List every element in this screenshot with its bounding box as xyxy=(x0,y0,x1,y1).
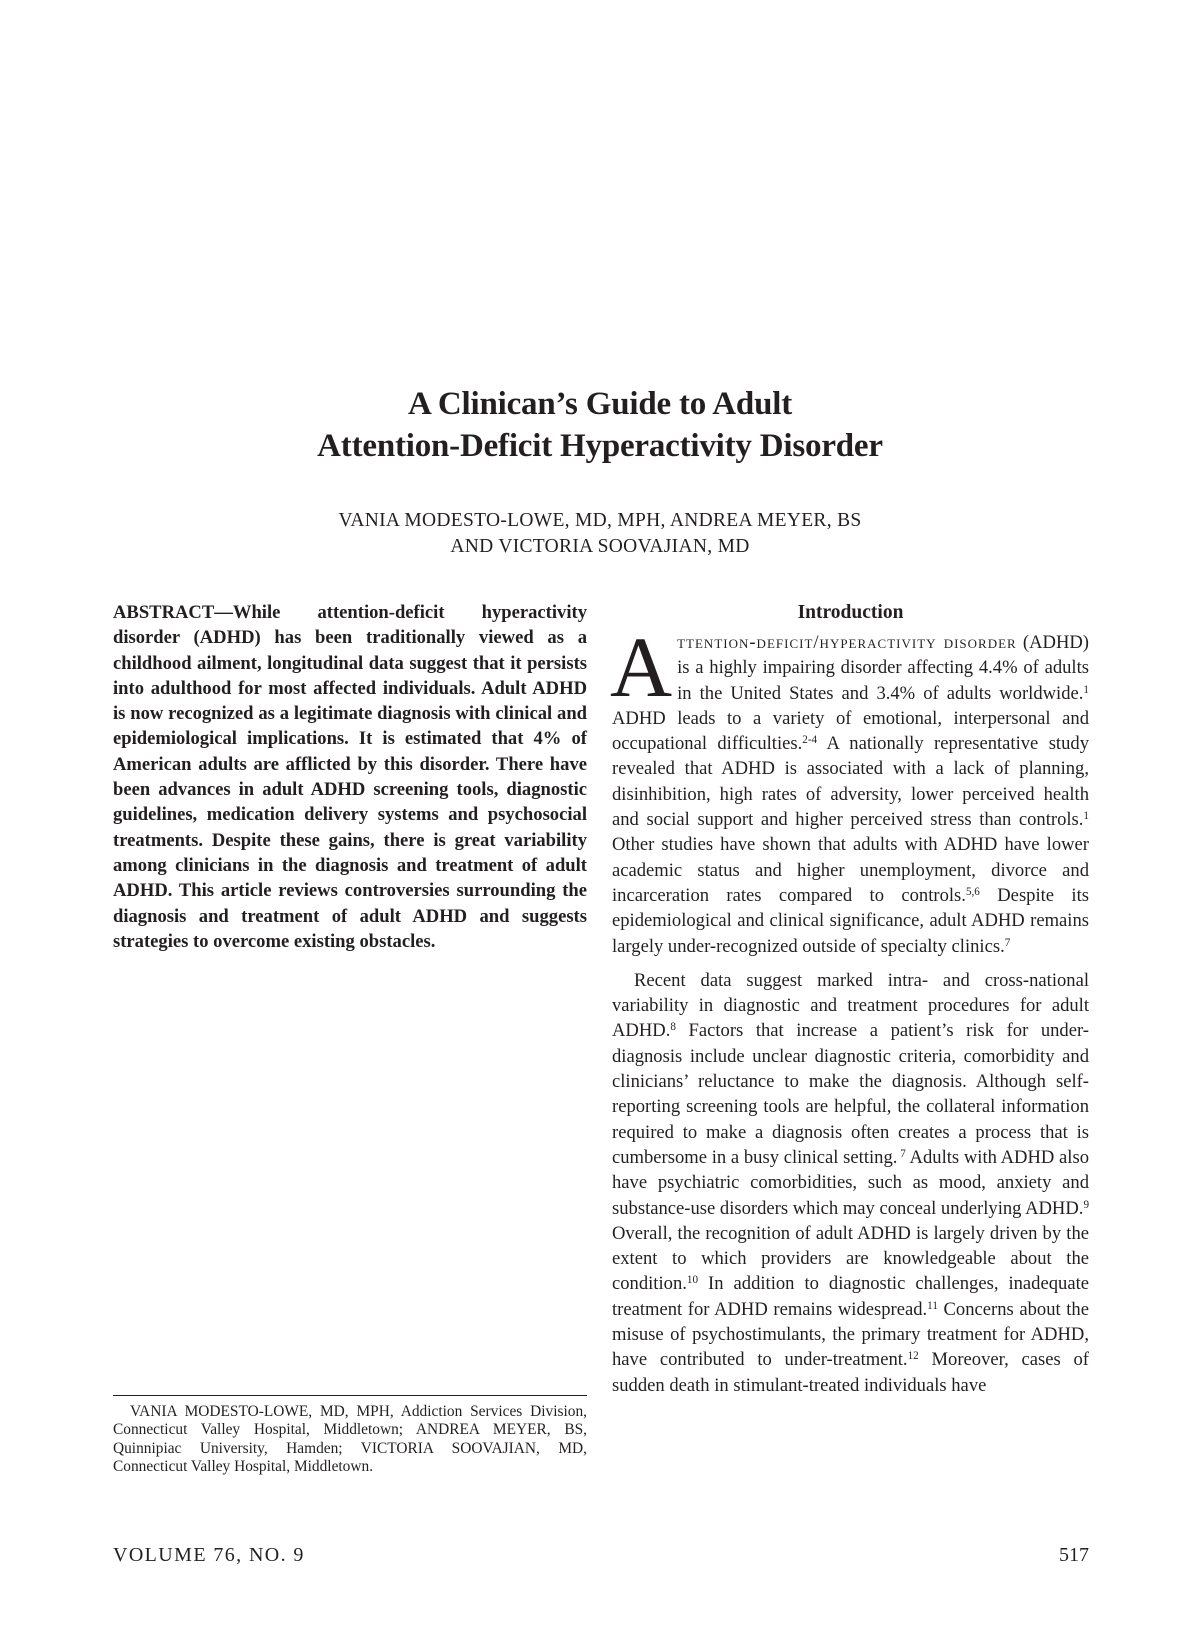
drop-cap: A xyxy=(610,619,673,715)
intro-paragraph-1 xyxy=(610,619,1090,959)
body-text: Concerns about the misuse of psychostimulants, the primary treatment for ADHD, have contributed to under-treatment. xyxy=(612,1298,1089,1371)
body-text: Overall, the recognition of adult ADHD is largely driven by the extent to which providers are knowledgeable about the condition. xyxy=(612,1222,1089,1295)
citation: 2-4 xyxy=(802,734,818,747)
citation: 1 xyxy=(1083,809,1089,822)
footnote-divider xyxy=(113,1395,587,1396)
citation: 9 xyxy=(1083,1198,1090,1211)
author-affiliations: VANIA MODESTO-LOWE, MD, MPH, Addiction Services Division, Connecticut Valley Hospital, Middletown; ANDREA MEYER, BS, Quinnipiac University, Hamden; VICTORIA SOOVAJIAN, MD, Connecticut Valley Hospital, Middletown. xyxy=(113,1403,587,1476)
body-text: Recent data suggest marked intra- and cross-national variability in diagnostic and treatment procedures for adult ADHD. xyxy=(612,969,1089,1042)
title-line-1: A Clinican’s Guide to Adult xyxy=(408,386,792,422)
body-text: Moreover, cases of sudden death in stimulant-treated individuals have xyxy=(612,1349,1089,1396)
citation: 12 xyxy=(907,1350,919,1363)
body-text: Despite its epidemiological and clinical significance, adult ADHD remains largely under-recognized outside of specialty clinics. xyxy=(612,884,1089,957)
section-heading: Introduction xyxy=(797,602,904,623)
citation: 10 xyxy=(686,1274,699,1287)
page-number: 517 xyxy=(1059,1544,1089,1566)
citation: 5,6 xyxy=(965,885,980,898)
article-title xyxy=(0,383,1200,467)
introduction-section xyxy=(612,600,1089,1398)
authors-line-1: VANIA MODESTO-LOWE, MD, MPH, ANDREA MEYER, BS xyxy=(338,510,862,531)
smallcaps-lead: ttention-deficit/hyperactivity disorder xyxy=(677,632,1017,653)
citation: 8 xyxy=(670,1021,676,1034)
authors-line-2: AND VICTORIA SOOVAJIAN, MD xyxy=(450,536,750,557)
body-text: Factors that increase a patient’s risk for under-diagnosis include unclear diagnostic criteria, comorbidity and clinicians’ reluctance to make the diagnosis. Although self-reporting screening tools are helpful, the collateral information required to make a diagnosis often creates a process that is cumbersome in a busy clinical setting. xyxy=(612,1020,1089,1168)
body-text: ADHD leads to a variety of emotional, interpersonal and occupational difficulties. xyxy=(612,707,1089,755)
citation: 11 xyxy=(927,1299,938,1312)
author-list xyxy=(0,508,1200,560)
body-text: A nationally representative study revealed that ADHD is associated with a lack of planning, disinhibition, high rates of adversity, lower perceived health and social support and higher perceived stress than controls. xyxy=(612,733,1089,831)
intro-paragraph-2 xyxy=(612,968,1089,1398)
citation: 7 xyxy=(897,1147,906,1160)
volume-issue: VOLUME 76, NO. 9 xyxy=(113,1544,305,1566)
title-line-2: Attention-Deficit Hyperactivity Disorder xyxy=(317,428,883,464)
body-text: In addition to diagnostic challenges, inadequate treatment for ADHD remains widespread. xyxy=(612,1273,1089,1320)
body-text: (ADHD) is a highly impairing disorder affecting 4.4% of adults in the United States and 3.4% of adults worldwide. xyxy=(677,632,1090,704)
body-text: Other studies have shown that adults with ADHD have lower academic status and higher unemployment, divorce and incarceration rates compared to controls. xyxy=(612,834,1089,906)
abstract: ABSTRACT—While attention-deficit hyperactivity disorder (ADHD) has been traditionally viewed as a childhood ailment, longitudinal data suggest that it persists into adulthood for most affected individuals. Adult ADHD is now recognized as a legitimate diagnosis with clinical and epidemiological implications. It is estimated that 4% of American adults are afflicted by this disorder. There have been advances in adult ADHD screening tools, diagnostic guidelines, medication delivery systems and psychosocial treatments. Despite these gains, there is great variability among clinicians in the diagnosis and treatment of adult ADHD. This article reviews controversies surrounding the diagnosis and treatment of adult ADHD and suggests strategies to overcome existing obstacles. xyxy=(113,602,587,952)
citation: 7 xyxy=(1004,936,1011,949)
citation: 1 xyxy=(1083,683,1089,696)
body-text: Adults with ADHD also have psychiatric comorbidities, such as mood, anxiety and substance-use disorders which may conceal underlying ADHD. xyxy=(612,1146,1089,1219)
